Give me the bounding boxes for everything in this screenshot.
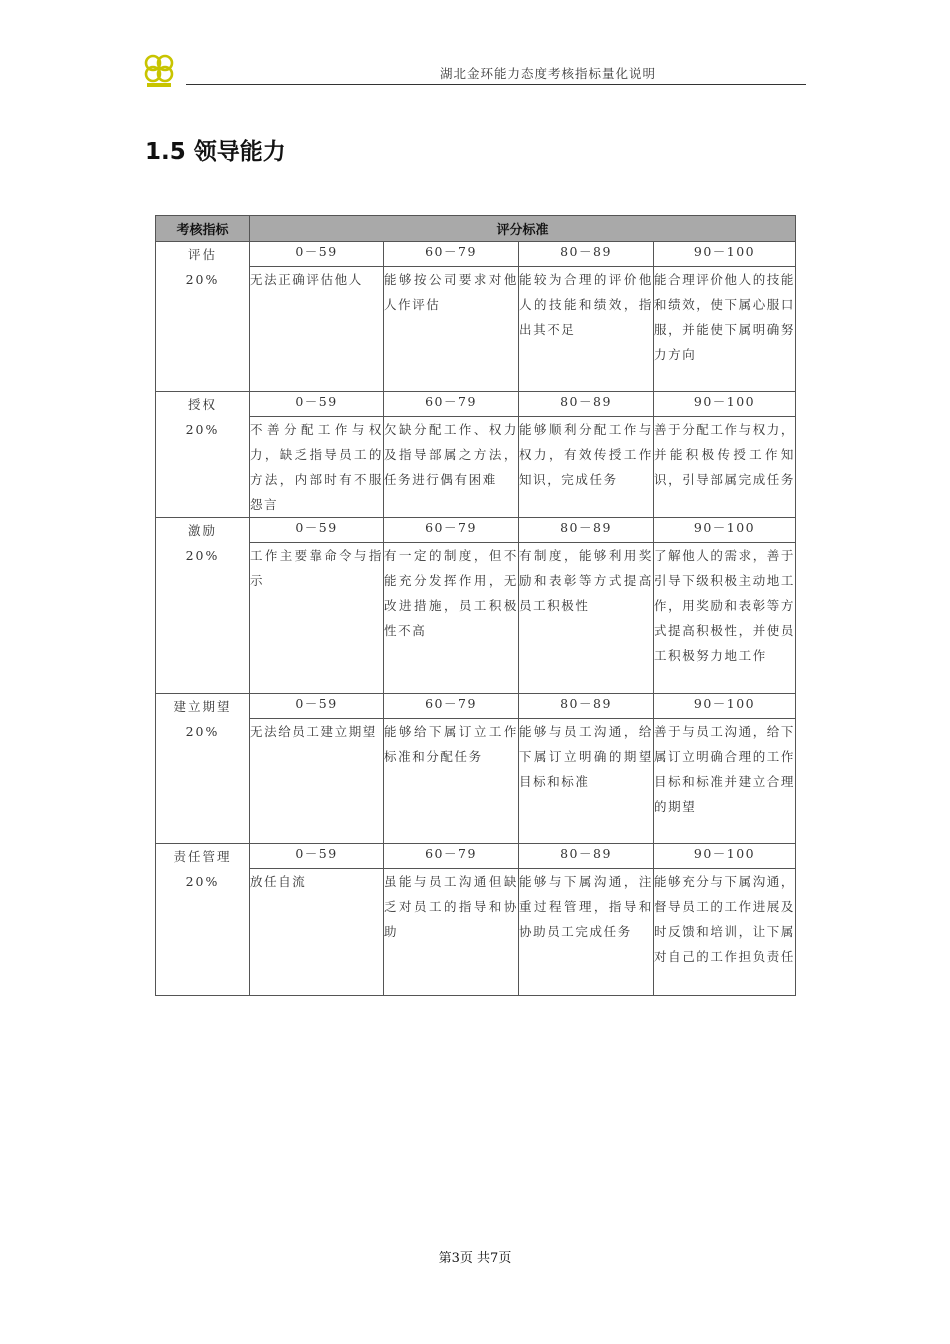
indicator-cell <box>156 392 250 518</box>
indicator-name: 授权 <box>187 397 217 412</box>
indicator-name: 建立期望 <box>173 699 232 714</box>
score-range: 60－79 <box>384 518 519 543</box>
score-range: 80－89 <box>519 694 654 719</box>
criteria-description: 善于与员工沟通，给下属订立明确合理的工作目标和标准并建立合理的期望 <box>654 719 796 844</box>
score-range: 60－79 <box>384 242 519 267</box>
score-range: 90－100 <box>654 392 796 417</box>
score-range: 80－89 <box>519 518 654 543</box>
criteria-row <box>156 417 796 518</box>
indicator-cell <box>156 694 250 844</box>
indicator-name: 责任管理 <box>173 849 232 864</box>
score-range: 90－100 <box>654 518 796 543</box>
score-range-row <box>156 694 796 719</box>
score-range: 80－89 <box>519 392 654 417</box>
page-number: 第3页 共7页 <box>438 1251 512 1266</box>
indicator-cell <box>156 844 250 996</box>
score-range-row <box>156 844 796 869</box>
criteria-description: 善于分配工作与权力，并能积极传授工作知识，引导部属完成任务 <box>654 417 796 518</box>
criteria-row <box>156 869 796 996</box>
criteria-description: 了解他人的需求，善于引导下级积极主动地工作，用奖励和表彰等方式提高积极性，并使员工积极努力地工作 <box>654 543 796 694</box>
indicator-name: 激励 <box>187 523 217 538</box>
criteria-description: 无法给员工建立期望 <box>250 719 384 844</box>
criteria-row <box>156 267 796 392</box>
score-range: 0－59 <box>250 694 384 719</box>
criteria-description: 放任自流 <box>250 869 384 996</box>
score-range: 0－59 <box>250 392 384 417</box>
header-divider <box>186 84 806 85</box>
company-logo-icon <box>140 52 178 90</box>
score-range-row <box>156 392 796 417</box>
criteria-row <box>156 543 796 694</box>
header-criteria: 评分标准 <box>250 216 796 242</box>
score-range: 0－59 <box>250 844 384 869</box>
indicator-weight: 20% <box>185 272 220 287</box>
score-range: 90－100 <box>654 694 796 719</box>
score-range-row <box>156 518 796 543</box>
score-range: 90－100 <box>654 242 796 267</box>
criteria-description: 不善分配工作与权力，缺乏指导员工的方法，内部时有不服怨言 <box>250 417 384 518</box>
leadership-criteria-table <box>155 215 796 996</box>
criteria-description: 有制度，能够利用奖励和表彰等方式提高员工积极性 <box>519 543 654 694</box>
score-range: 90－100 <box>654 844 796 869</box>
score-range: 0－59 <box>250 242 384 267</box>
document-header-title: 湖北金环能力态度考核指标量化说明 <box>440 66 657 81</box>
score-range: 80－89 <box>519 242 654 267</box>
indicator-cell <box>156 242 250 392</box>
criteria-description: 能够顺利分配工作与权力，有效传授工作知识，完成任务 <box>519 417 654 518</box>
indicator-weight: 20% <box>185 724 220 739</box>
indicator-name: 评估 <box>187 247 217 262</box>
criteria-row <box>156 719 796 844</box>
criteria-description: 能够充分与下属沟通，督导员工的工作进展及时反馈和培训，让下属对自己的工作担负责任 <box>654 869 796 996</box>
header-indicator: 考核指标 <box>156 216 250 242</box>
criteria-description: 欠缺分配工作、权力及指导部属之方法，任务进行偶有困难 <box>384 417 519 518</box>
score-range: 0－59 <box>250 518 384 543</box>
table-header-row <box>156 216 796 242</box>
score-range: 80－89 <box>519 844 654 869</box>
criteria-description: 有一定的制度，但不能充分发挥作用，无改进措施，员工积极性不高 <box>384 543 519 694</box>
criteria-description: 能够按公司要求对他人作评估 <box>384 267 519 392</box>
indicator-weight: 20% <box>185 422 220 437</box>
criteria-description: 能较为合理的评价他人的技能和绩效，指出其不足 <box>519 267 654 392</box>
indicator-weight: 20% <box>185 874 220 889</box>
criteria-description: 虽能与员工沟通但缺乏对员工的指导和协助 <box>384 869 519 996</box>
criteria-description: 无法正确评估他人 <box>250 267 384 392</box>
score-range: 60－79 <box>384 694 519 719</box>
criteria-description: 能够与下属沟通，注重过程管理，指导和协助员工完成任务 <box>519 869 654 996</box>
criteria-description: 能合理评价他人的技能和绩效，使下属心服口服，并能使下属明确努力方向 <box>654 267 796 392</box>
criteria-description: 能够与员工沟通，给下属订立明确的期望目标和标准 <box>519 719 654 844</box>
section-title: 1.5 领导能力 <box>145 139 286 165</box>
criteria-description: 工作主要靠命令与指示 <box>250 543 384 694</box>
indicator-cell <box>156 518 250 694</box>
score-range: 60－79 <box>384 844 519 869</box>
score-range-row <box>156 242 796 267</box>
score-range: 60－79 <box>384 392 519 417</box>
criteria-description: 能够给下属订立工作标准和分配任务 <box>384 719 519 844</box>
indicator-weight: 20% <box>185 548 220 563</box>
